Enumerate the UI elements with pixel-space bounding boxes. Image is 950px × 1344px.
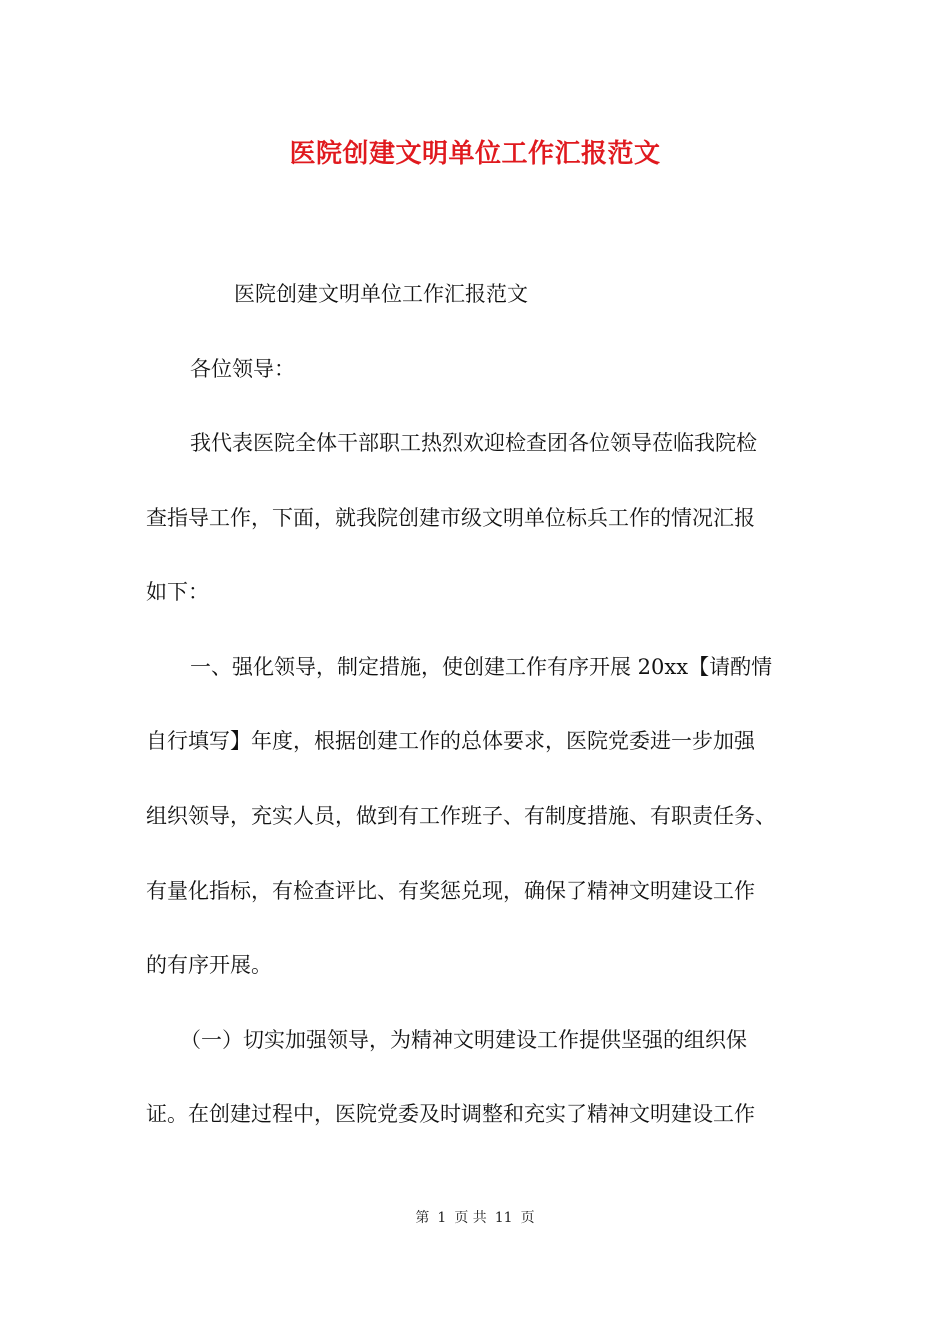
paragraph-line: 如下： xyxy=(146,580,209,604)
salutation: 各位领导： xyxy=(190,357,295,381)
document-subtitle: 医院创建文明单位工作汇报范文 xyxy=(234,282,528,306)
paragraph-line: 证。在创建过程中，医院党委及时调整和充实了精神文明建设工作 xyxy=(146,1102,755,1126)
paragraph-line: 自行填写】年度，根据创建工作的总体要求，医院党委进一步加强 xyxy=(146,729,755,753)
footer-total-pages: 11 xyxy=(494,1210,513,1226)
paragraph-line: 查指导工作，下面，就我院创建市级文明单位标兵工作的情况汇报 xyxy=(146,506,755,530)
paragraph-line: 一、强化领导，制定措施，使创建工作有序开展 20xx【请酌情 xyxy=(190,655,773,679)
paragraph-line: 组织领导，充实人员，做到有工作班子、有制度措施、有职责任务、 xyxy=(146,804,776,828)
document-title: 医院创建文明单位工作汇报范文 xyxy=(289,139,661,169)
paragraph-line: 我代表医院全体干部职工热烈欢迎检查团各位领导莅临我院检 xyxy=(190,431,757,455)
paragraph-line: 有量化指标，有检查评比、有奖惩兑现，确保了精神文明建设工作 xyxy=(146,879,755,903)
paragraph-line: 的有序开展。 xyxy=(146,953,272,977)
paragraph-line: （一）切实加强领导，为精神文明建设工作提供坚强的组织保 xyxy=(180,1028,747,1052)
footer-mid: 页 共 xyxy=(454,1210,487,1226)
page-footer xyxy=(0,1207,950,1227)
footer-suffix: 页 xyxy=(520,1210,535,1226)
footer-prefix: 第 xyxy=(415,1210,430,1226)
footer-current-page: 1 xyxy=(437,1210,447,1226)
